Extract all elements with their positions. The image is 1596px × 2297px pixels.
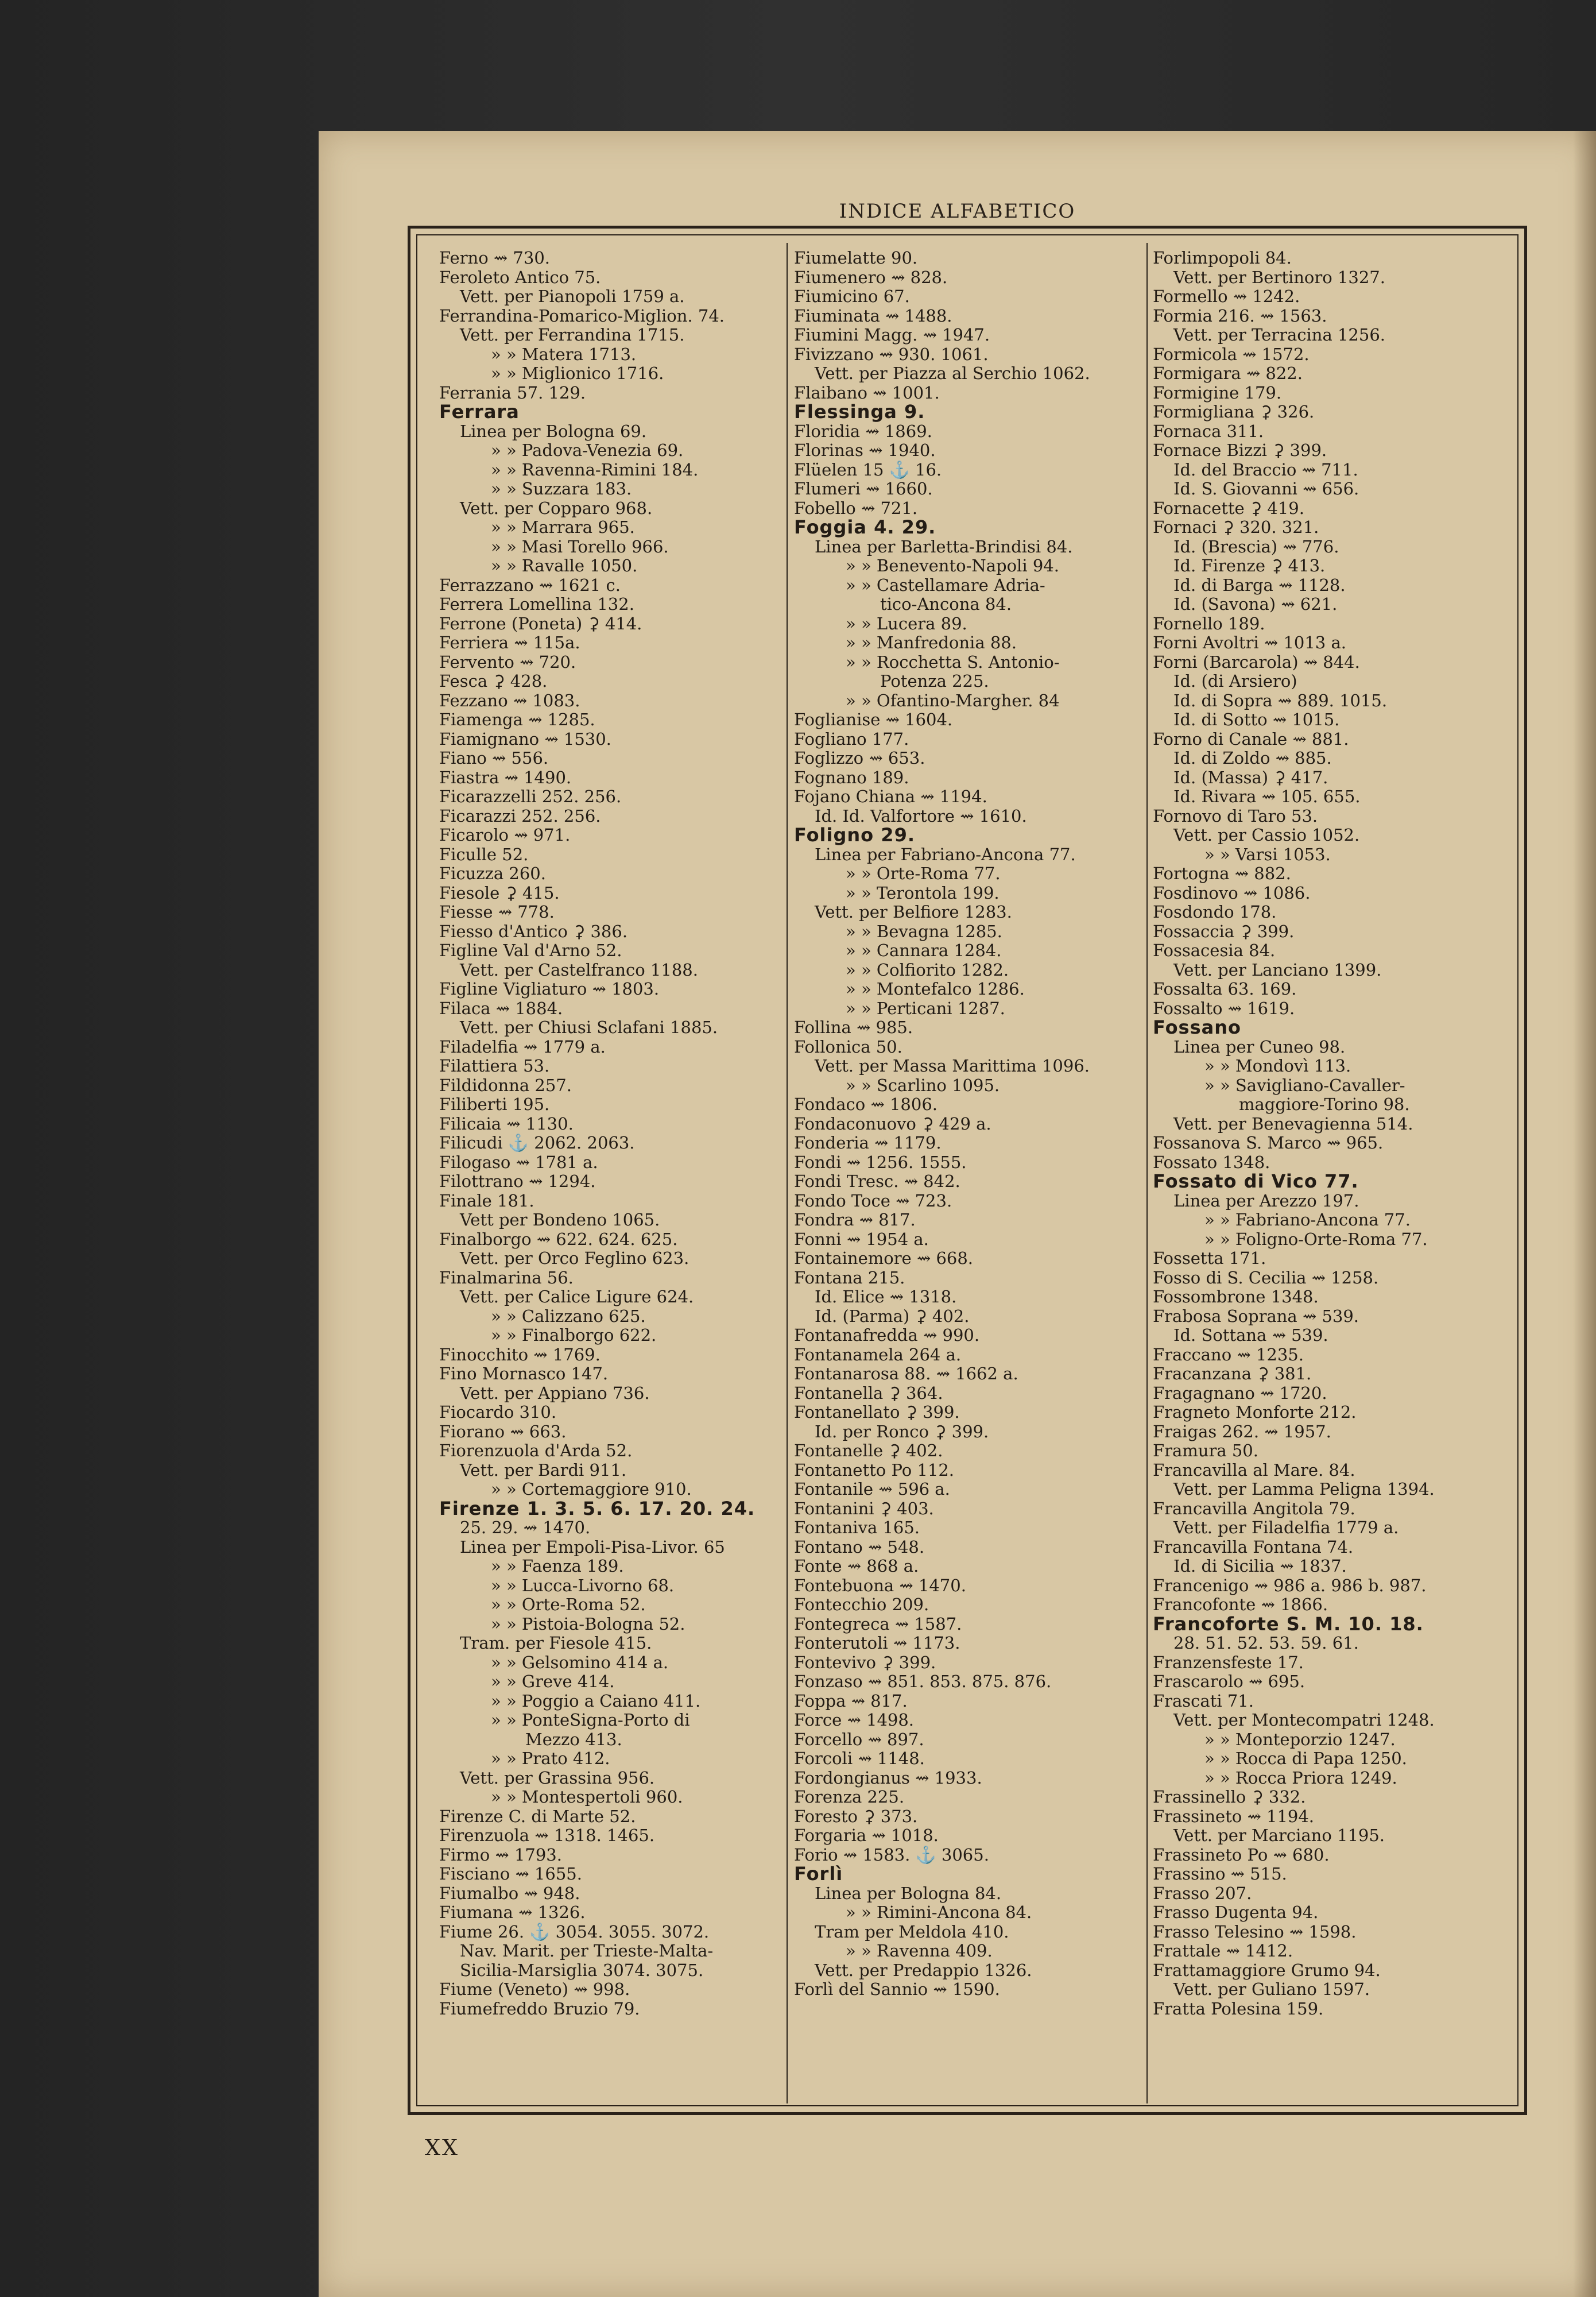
index-entry: Fragagnano ⇝ 1720. <box>1153 1383 1327 1403</box>
index-entry: Fobello ⇝ 721. <box>794 498 918 518</box>
index-entry: Follonica 50. <box>794 1037 902 1057</box>
index-entry: Filattiera 53. <box>439 1057 550 1076</box>
index-entry: Formicola ⇝ 1572. <box>1153 345 1310 364</box>
index-entry: maggiore-Torino 98. <box>1239 1095 1410 1114</box>
index-frame <box>408 226 1527 2115</box>
index-entry: Fervento ⇝ 720. <box>439 652 576 672</box>
index-entry: Fondra ⇝ 817. <box>794 1211 916 1229</box>
index-entry: » » Rocca di Papa 1250. <box>1204 1749 1407 1768</box>
index-entry: » » Fabriano-Ancona 77. <box>1204 1211 1411 1229</box>
index-entry: Foglizzo ⇝ 653. <box>794 749 925 768</box>
index-entry: Ferrone (Poneta) ⚳ 414. <box>439 614 642 633</box>
index-heading: Foggia 4. 29. <box>794 518 936 537</box>
index-entry: Fontanellato ⚳ 399. <box>794 1403 960 1422</box>
index-entry: Vett. per Predappio 1326. <box>815 1960 1032 1980</box>
index-entry: Ficuzza 260. <box>439 864 546 883</box>
index-entry: » » Marrara 965. <box>491 518 635 537</box>
index-entry: » » Matera 1713. <box>491 345 637 364</box>
index-entry: » » Terontola 199. <box>846 883 1000 903</box>
index-entry: Figline Vigliaturo ⇝ 1803. <box>439 980 660 999</box>
index-entry: » » Montespertoli 960. <box>491 1788 683 1807</box>
index-entry: » » Cortemaggiore 910. <box>491 1480 692 1499</box>
index-entry: Fondi Tresc. ⇝ 842. <box>794 1172 960 1191</box>
index-entry: » » Padova-Venezia 69. <box>491 441 684 460</box>
index-entry: » » Orte-Roma 77. <box>846 864 1001 883</box>
index-entry: Fracanzana ⚳ 381. <box>1153 1364 1312 1383</box>
index-entry: Fojano Chiana ⇝ 1194. <box>794 787 987 806</box>
index-heading: Fossano <box>1153 1018 1241 1038</box>
index-entry: Id. S. Giovanni ⇝ 656. <box>1173 479 1359 498</box>
index-entry: » » Castellamare Adria- <box>846 575 1045 595</box>
index-entry: Fiamenga ⇝ 1285. <box>439 710 595 729</box>
index-entry: » » Rocchetta S. Antonio- <box>846 652 1060 672</box>
index-entry: » » Ofantino-Margher. 84 <box>846 691 1060 710</box>
index-entry: Frassineto ⇝ 1194. <box>1153 1807 1315 1826</box>
index-entry: Fossalto ⇝ 1619. <box>1153 999 1295 1018</box>
index-entry: Fornace Bizzi ⚳ 399. <box>1153 441 1327 460</box>
index-entry: Foglianise ⇝ 1604. <box>794 710 953 729</box>
index-entry: Francofonte ⇝ 1866. <box>1153 1595 1328 1614</box>
index-entry: Vett. per Montecompatri 1248. <box>1173 1711 1435 1730</box>
column-divider-1 <box>787 243 788 2103</box>
index-entry: Id. (Massa) ⚳ 417. <box>1173 768 1328 787</box>
index-entry: Fondi ⇝ 1256. 1555. <box>794 1153 967 1172</box>
index-entry: Formigliana ⚳ 326. <box>1153 403 1315 421</box>
index-entry: Vett. per Massa Marittima 1096. <box>815 1057 1090 1076</box>
index-entry: Fiumana ⇝ 1326. <box>439 1903 586 1922</box>
index-entry: Florinas ⇝ 1940. <box>794 441 936 460</box>
index-entry: Flaibano ⇝ 1001. <box>794 383 940 403</box>
index-entry: » » Cannara 1284. <box>846 941 1002 960</box>
index-entry: » » Finalborgo 622. <box>491 1326 657 1345</box>
index-entry: » » Montefalco 1286. <box>846 980 1025 999</box>
index-entry: Fognano 189. <box>794 768 909 787</box>
index-entry: Follina ⇝ 985. <box>794 1018 913 1037</box>
index-entry: Finocchito ⇝ 1769. <box>439 1345 601 1364</box>
index-entry: Filicudi ⚓ 2062. 2063. <box>439 1134 635 1153</box>
index-entry: » » Bevagna 1285. <box>846 922 1002 941</box>
index-entry: Vett. per Guliano 1597. <box>1173 1980 1370 1999</box>
index-entry: Fiano ⇝ 556. <box>439 749 549 768</box>
index-entry: Fogliano 177. <box>794 729 909 749</box>
index-entry: Fonderia ⇝ 1179. <box>794 1134 942 1153</box>
index-entry: Vett. per Orco Feglino 623. <box>460 1249 689 1268</box>
index-entry: Frabosa Soprana ⇝ 539. <box>1153 1306 1359 1326</box>
index-column-1 <box>439 249 784 2095</box>
index-entry: Filaca ⇝ 1884. <box>439 999 563 1018</box>
index-entry: Forni (Barcarola) ⇝ 844. <box>1153 652 1360 672</box>
index-entry: Fornovo di Taro 53. <box>1153 806 1318 826</box>
index-entry: Fontanarosa 88. ⇝ 1662 a. <box>794 1364 1018 1383</box>
index-entry: Francavilla al Mare. 84. <box>1153 1460 1355 1480</box>
index-entry: » » Perticani 1287. <box>846 999 1005 1018</box>
index-entry: » » Ravalle 1050. <box>491 556 638 575</box>
index-entry: » » Calizzano 625. <box>491 1306 646 1326</box>
index-entry: Vett. per Bardi 911. <box>460 1460 627 1480</box>
index-entry: » » Masi Torello 966. <box>491 537 669 556</box>
index-entry: Vett. per Bertinoro 1327. <box>1173 268 1385 287</box>
index-entry: Fontanetto Po 112. <box>794 1460 955 1480</box>
index-entry: Foresto ⚳ 373. <box>794 1807 918 1826</box>
index-entry: Francavilla Fontana 74. <box>1153 1537 1354 1557</box>
index-entry: Fezzano ⇝ 1083. <box>439 691 580 710</box>
index-column-3 <box>1153 249 1497 2095</box>
index-entry: Fiamignano ⇝ 1530. <box>439 729 611 749</box>
index-entry: Finale 181. <box>439 1191 534 1211</box>
index-entry: Ficarolo ⇝ 971. <box>439 826 571 845</box>
index-entry: Ferrandina-Pomarico-Miglion. 74. <box>439 306 725 326</box>
index-entry: Fossato 1348. <box>1153 1153 1270 1172</box>
index-entry: Firmo ⇝ 1793. <box>439 1845 562 1865</box>
index-entry: Frassino ⇝ 515. <box>1153 1865 1287 1884</box>
index-entry: Ferrania 57. 129. <box>439 383 586 403</box>
index-entry: Vett. per Piazza al Serchio 1062. <box>815 364 1090 383</box>
index-entry: Fiumenero ⇝ 828. <box>794 268 948 287</box>
index-column-2 <box>794 249 1138 2095</box>
index-entry: Fontecchio 209. <box>794 1595 929 1614</box>
index-heading: Foligno 29. <box>794 826 915 845</box>
index-entry: Forcoli ⇝ 1148. <box>794 1749 925 1768</box>
index-entry: Mezzo 413. <box>525 1730 622 1749</box>
index-entry: Fontanelle ⚳ 402. <box>794 1441 943 1460</box>
index-entry: » » Gelsomino 414 a. <box>491 1653 669 1672</box>
index-entry: Finalmarina 56. <box>439 1268 574 1287</box>
index-entry: Vett. per Chiusi Sclafani 1885. <box>460 1018 718 1037</box>
index-entry: Fosso di S. Cecilia ⇝ 1258. <box>1153 1268 1379 1287</box>
index-entry: Fontanafredda ⇝ 990. <box>794 1326 980 1345</box>
index-entry: Id. di Barga ⇝ 1128. <box>1173 575 1346 595</box>
index-entry: Formia 216. ⇝ 1563. <box>1153 306 1327 326</box>
index-entry: Floridia ⇝ 1869. <box>794 421 932 441</box>
index-entry: Fiesse ⇝ 778. <box>439 903 555 922</box>
index-entry: » » Suzzara 183. <box>491 479 632 498</box>
index-entry: Fosdondo 178. <box>1153 903 1277 922</box>
index-entry: Vett. per Terracina 1256. <box>1173 326 1385 345</box>
index-entry: Id. del Braccio ⇝ 711. <box>1173 460 1358 479</box>
index-entry: Id. (di Arsiero) <box>1173 672 1297 691</box>
index-entry: » » Prato 412. <box>491 1749 610 1768</box>
index-entry: Firenzuola ⇝ 1318. 1465. <box>439 1826 655 1845</box>
index-entry: Fontebuona ⇝ 1470. <box>794 1576 966 1595</box>
index-entry: Formigine 179. <box>1153 383 1282 403</box>
index-entry: Finalborgo ⇝ 622. 624. 625. <box>439 1229 678 1249</box>
index-entry: Foppa ⇝ 817. <box>794 1691 908 1711</box>
index-entry: Id. di Zoldo ⇝ 885. <box>1173 749 1332 768</box>
index-entry: Fontana 215. <box>794 1268 905 1287</box>
index-entry: Forio ⇝ 1583. ⚓ 3065. <box>794 1845 989 1865</box>
index-entry: » » Rimini-Ancona 84. <box>846 1903 1032 1922</box>
index-entry: Vett. per Grassina 956. <box>460 1768 655 1788</box>
index-entry: Vett. per Lamma Peligna 1394. <box>1173 1480 1435 1499</box>
index-entry: Fosdinovo ⇝ 1086. <box>1153 883 1311 903</box>
index-entry: Feroleto Antico 75. <box>439 268 601 287</box>
index-entry: Figline Val d'Arno 52. <box>439 941 622 960</box>
index-entry: Vett. per Cassio 1052. <box>1173 826 1360 845</box>
index-entry: Fisciano ⇝ 1655. <box>439 1865 582 1884</box>
index-entry: Linea per Arezzo 197. <box>1173 1191 1359 1211</box>
index-entry: » » Miglionico 1716. <box>491 364 664 383</box>
index-entry: Id. Sottana ⇝ 539. <box>1173 1326 1328 1345</box>
index-entry: Fiumalbo ⇝ 948. <box>439 1884 580 1903</box>
index-entry: Vett. per Ferrandina 1715. <box>460 326 685 345</box>
index-entry: Vett. per Benevagienna 514. <box>1173 1114 1413 1134</box>
index-entry: Filadelfia ⇝ 1779 a. <box>439 1037 606 1057</box>
index-entry: Fraigas 262. ⇝ 1957. <box>1153 1422 1331 1441</box>
index-heading: Francoforte S. M. 10. 18. <box>1153 1614 1424 1634</box>
index-heading: Fossato di Vico 77. <box>1153 1172 1359 1192</box>
index-entry: » » Savigliano-Cavaller- <box>1204 1076 1405 1095</box>
index-entry: Fontanella ⚳ 364. <box>794 1383 943 1403</box>
index-entry: » » Lucca-Livorno 68. <box>491 1576 675 1595</box>
index-entry: Ferriera ⇝ 115a. <box>439 633 580 652</box>
page-header-title: INDICE ALFABETICO <box>839 200 1076 223</box>
index-entry: » » Pistoia-Bologna 52. <box>491 1614 685 1634</box>
index-entry: Frassinello ⚳ 332. <box>1153 1788 1306 1807</box>
index-entry: Ferno ⇝ 730. <box>439 249 551 268</box>
index-entry: Fossalta 63. 169. <box>1153 980 1297 999</box>
index-entry: Fivizzano ⇝ 930. 1061. <box>794 345 989 364</box>
index-entry: » » Scarlino 1095. <box>846 1076 1000 1095</box>
index-entry: » » Colfiorito 1282. <box>846 960 1009 980</box>
index-entry: Frascarolo ⇝ 695. <box>1153 1672 1306 1691</box>
index-entry: Fiumefreddo Bruzio 79. <box>439 1999 640 2018</box>
index-entry: Fornacette ⚳ 419. <box>1153 498 1304 518</box>
index-entry: Fiesso d'Antico ⚳ 386. <box>439 922 628 941</box>
index-entry: Fragneto Monforte 212. <box>1153 1403 1357 1422</box>
index-heading: Ferrara <box>439 403 520 422</box>
index-entry: Frasso 207. <box>1153 1884 1252 1903</box>
page-edge-shadow <box>1573 131 1596 2297</box>
index-entry: Id. (Brescia) ⇝ 776. <box>1173 537 1339 556</box>
index-entry: Firenze C. di Marte 52. <box>439 1807 636 1826</box>
index-entry: Vett. per Castelfranco 1188. <box>460 960 698 980</box>
index-entry: Filicaia ⇝ 1130. <box>439 1114 574 1134</box>
index-entry: Fossetta 171. <box>1153 1249 1266 1268</box>
index-entry: Vett. per Pianopoli 1759 a. <box>460 287 685 306</box>
index-entry: Linea per Fabriano-Ancona 77. <box>815 845 1076 864</box>
index-entry: Id. di Sopra ⇝ 889. 1015. <box>1173 691 1388 710</box>
index-entry: Forcello ⇝ 897. <box>794 1730 924 1749</box>
index-entry: Id. Firenze ⚳ 413. <box>1173 556 1326 575</box>
index-entry: Fornaci ⚳ 320. 321. <box>1153 518 1319 537</box>
index-entry: Fontaniva 165. <box>794 1518 920 1537</box>
index-entry: Fordongianus ⇝ 1933. <box>794 1768 982 1788</box>
index-entry: Id. Elice ⇝ 1318. <box>815 1287 957 1306</box>
index-heading: Flessinga 9. <box>794 403 925 422</box>
index-entry: Forno di Canale ⇝ 881. <box>1153 729 1349 749</box>
index-entry: » » Faenza 189. <box>491 1557 624 1576</box>
index-entry: Filottrano ⇝ 1294. <box>439 1172 596 1191</box>
index-entry: Fontano ⇝ 548. <box>794 1537 925 1557</box>
index-entry: » » PonteSigna-Porto di <box>491 1711 690 1730</box>
index-entry: Fiorenzuola d'Arda 52. <box>439 1441 633 1460</box>
index-entry: Potenza 225. <box>880 672 989 691</box>
index-entry: Fontanamela 264 a. <box>794 1345 962 1364</box>
index-entry: Fontanini ⚳ 403. <box>794 1499 934 1518</box>
index-entry: Fortogna ⇝ 882. <box>1153 864 1291 883</box>
index-entry: Id. Rivara ⇝ 105. 655. <box>1173 787 1361 806</box>
index-entry: Fiumicino 67. <box>794 287 910 306</box>
index-entry: Fornaca 311. <box>1153 421 1264 441</box>
index-entry: Ficulle 52. <box>439 845 529 864</box>
index-entry: Fino Mornasco 147. <box>439 1364 609 1383</box>
index-entry: Ferrazzano ⇝ 1621 c. <box>439 575 621 595</box>
index-entry: » » Poggio a Caiano 411. <box>491 1691 701 1711</box>
index-entry: Vett. per Calice Ligure 624. <box>460 1287 694 1306</box>
index-entry: Frasso Telesino ⇝ 1598. <box>1153 1922 1357 1942</box>
index-entry: Frasso Dugenta 94. <box>1153 1903 1319 1922</box>
index-entry: Fiume 26. ⚓ 3054. 3055. 3072. <box>439 1922 710 1942</box>
index-entry: Vett per Bondeno 1065. <box>460 1211 660 1229</box>
index-entry: Id. Id. Valfortore ⇝ 1610. <box>815 806 1027 826</box>
index-entry: Id. (Parma) ⚳ 402. <box>815 1306 970 1326</box>
index-entry: Fiorano ⇝ 663. <box>439 1422 567 1441</box>
index-entry: Fornello 189. <box>1153 614 1265 633</box>
index-entry: Fondo Toce ⇝ 723. <box>794 1191 952 1211</box>
index-entry: Forlimpopoli 84. <box>1153 249 1292 268</box>
index-entry: Fonterutoli ⇝ 1173. <box>794 1634 960 1653</box>
index-entry: Linea per Bologna 84. <box>815 1884 1002 1903</box>
index-heading: Firenze 1. 3. 5. 6. 17. 20. 24. <box>439 1499 756 1518</box>
index-entry: Fiastra ⇝ 1490. <box>439 768 572 787</box>
column-divider-2 <box>1146 243 1148 2103</box>
index-entry: Ficarazzi 252. 256. <box>439 806 601 826</box>
index-entry: Frattale ⇝ 1412. <box>1153 1942 1293 1960</box>
index-entry: Fossombrone 1348. <box>1153 1287 1319 1306</box>
index-entry: Ficarazzelli 252. 256. <box>439 787 622 806</box>
index-entry: » » Ravenna-Rimini 184. <box>491 460 699 479</box>
index-entry: » » Monteporzio 1247. <box>1204 1730 1396 1749</box>
index-entry: Linea per Barletta-Brindisi 84. <box>815 537 1073 556</box>
page-number: XX <box>425 2135 460 2160</box>
index-entry: » » Benevento-Napoli 94. <box>846 556 1059 575</box>
index-entry: Fontevivo ⚳ 399. <box>794 1653 936 1672</box>
index-entry: Linea per Cuneo 98. <box>1173 1037 1346 1057</box>
index-entry: » » Varsi 1053. <box>1204 845 1331 864</box>
index-entry: Id. di Sicilia ⇝ 1837. <box>1173 1557 1347 1576</box>
index-entry: Forgaria ⇝ 1018. <box>794 1826 939 1845</box>
index-page <box>319 131 1596 2297</box>
index-entry: Fiesole ⚳ 415. <box>439 883 560 903</box>
index-entry: Vett. per Appiano 736. <box>460 1383 650 1403</box>
index-entry: Fontainemore ⇝ 668. <box>794 1249 974 1268</box>
index-heading: Forlì <box>794 1865 843 1884</box>
index-entry: Vett. per Belfiore 1283. <box>815 903 1012 922</box>
index-entry: » » Foligno-Orte-Roma 77. <box>1204 1229 1428 1249</box>
index-entry: » » Ravenna 409. <box>846 1942 993 1960</box>
index-entry: Fossanova S. Marco ⇝ 965. <box>1153 1134 1384 1153</box>
index-entry: Fossaccia ⚳ 399. <box>1153 922 1295 941</box>
index-entry: Force ⇝ 1498. <box>794 1711 915 1730</box>
index-entry: 25. 29. ⇝ 1470. <box>460 1518 591 1537</box>
index-entry: Fonni ⇝ 1954 a. <box>794 1229 929 1249</box>
index-entry: Franzensfeste 17. <box>1153 1653 1304 1672</box>
index-entry: Frattamaggiore Grumo 94. <box>1153 1960 1381 1980</box>
index-entry: Fonzaso ⇝ 851. 853. 875. 876. <box>794 1672 1052 1691</box>
index-entry: Fontanile ⇝ 596 a. <box>794 1480 950 1499</box>
index-entry: Sicilia-Marsiglia 3074. 3075. <box>460 1960 704 1980</box>
index-entry: Vett. per Filadelfia 1779 a. <box>1173 1518 1399 1537</box>
index-entry: Id. di Sotto ⇝ 1015. <box>1173 710 1340 729</box>
index-entry: Flumeri ⇝ 1660. <box>794 479 933 498</box>
index-entry: » » Rocca Priora 1249. <box>1204 1768 1397 1788</box>
index-entry: Formigara ⇝ 822. <box>1153 364 1303 383</box>
index-entry: 28. 51. 52. 53. 59. 61. <box>1173 1634 1359 1653</box>
index-entry: Linea per Bologna 69. <box>460 421 647 441</box>
index-entry: Forenza 225. <box>794 1788 905 1807</box>
index-entry: Frassineto Po ⇝ 680. <box>1153 1845 1330 1865</box>
index-entry: Filiberti 195. <box>439 1095 550 1114</box>
index-entry: Fiume (Veneto) ⇝ 998. <box>439 1980 630 1999</box>
index-entry: » » Greve 414. <box>491 1672 615 1691</box>
index-entry: Framura 50. <box>1153 1441 1258 1460</box>
index-entry: Flüelen 15 ⚓ 16. <box>794 460 942 479</box>
index-entry: Vett. per Copparo 968. <box>460 498 653 518</box>
index-entry: Fiuminata ⇝ 1488. <box>794 306 952 326</box>
index-entry: Frascati 71. <box>1153 1691 1254 1711</box>
index-entry: Vett. per Marciano 1195. <box>1173 1826 1385 1845</box>
index-entry: Fondaco ⇝ 1806. <box>794 1095 938 1114</box>
index-entry: tico-Ancona 84. <box>880 595 1012 614</box>
index-entry: Filogaso ⇝ 1781 a. <box>439 1153 598 1172</box>
index-entry: Vett. per Lanciano 1399. <box>1173 960 1382 980</box>
index-entry: Francenigo ⇝ 986 a. 986 b. 987. <box>1153 1576 1427 1595</box>
index-entry: Id. per Ronco ⚳ 399. <box>815 1422 989 1441</box>
index-entry: Fiumelatte 90. <box>794 249 918 268</box>
index-entry: Formello ⇝ 1242. <box>1153 287 1300 306</box>
index-entry: Fontegreca ⇝ 1587. <box>794 1614 962 1634</box>
index-entry: Fondaconuovo ⚳ 429 a. <box>794 1114 991 1134</box>
index-entry: Forlì del Sannio ⇝ 1590. <box>794 1980 1000 1999</box>
index-entry: » » Mondovì 113. <box>1204 1057 1351 1076</box>
index-entry: Tram. per Fiesole 415. <box>460 1634 652 1653</box>
index-entry: Francavilla Angitola 79. <box>1153 1499 1355 1518</box>
index-entry: Nav. Marit. per Trieste-Malta- <box>460 1942 714 1960</box>
index-entry: Fiocardo 310. <box>439 1403 557 1422</box>
index-entry: Fesca ⚳ 428. <box>439 672 548 691</box>
index-entry: Fonte ⇝ 868 a. <box>794 1557 919 1576</box>
index-entry: Fraccano ⇝ 1235. <box>1153 1345 1304 1364</box>
index-entry: Ferrera Lomellina 132. <box>439 595 634 614</box>
index-entry: » » Lucera 89. <box>846 614 967 633</box>
index-entry: » » Manfredonia 88. <box>846 633 1017 652</box>
index-entry: Linea per Empoli-Pisa-Livor. 65 <box>460 1537 725 1557</box>
index-entry: Fratta Polesina 159. <box>1153 1999 1324 2018</box>
index-entry: Tram per Meldola 410. <box>815 1922 1009 1942</box>
index-entry: Id. (Savona) ⇝ 621. <box>1173 595 1338 614</box>
index-entry: Forni Avoltri ⇝ 1013 a. <box>1153 633 1346 652</box>
index-entry: Fiumini Magg. ⇝ 1947. <box>794 326 990 345</box>
index-entry: Fildidonna 257. <box>439 1076 572 1095</box>
index-entry: » » Orte-Roma 52. <box>491 1595 646 1614</box>
index-entry: Fossacesia 84. <box>1153 941 1276 960</box>
